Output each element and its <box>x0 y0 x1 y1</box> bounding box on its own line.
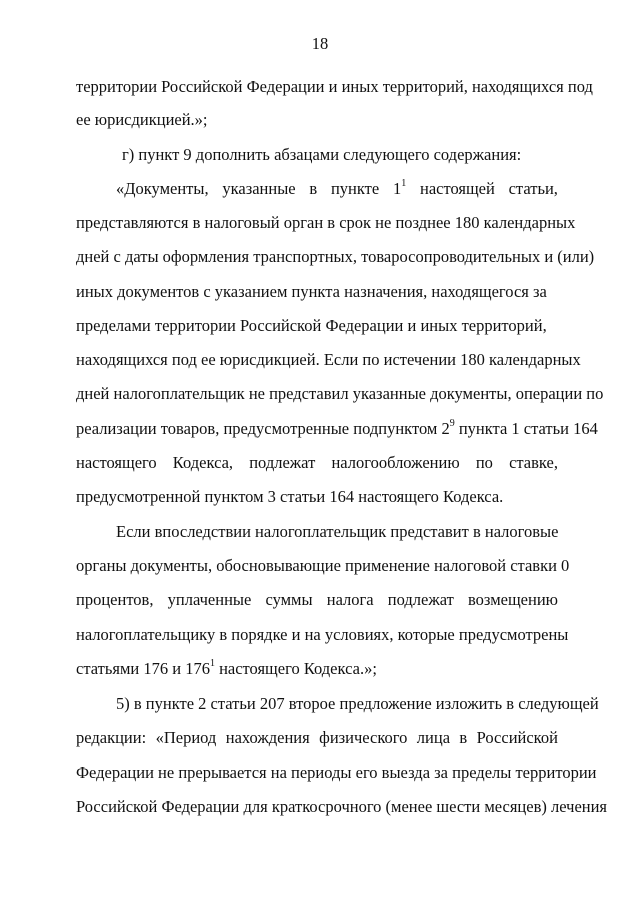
superscript: 1 <box>401 177 407 189</box>
text-segment: представляются в налоговый орган в срок не позднее 180 календарных <box>76 213 576 232</box>
superscript: 9 <box>449 417 455 429</box>
text-segment: находящихся под ее юрисдикцией. Если по истечении 180 календарных <box>76 350 581 369</box>
text-line <box>76 625 569 645</box>
text-segment: дней с даты оформления транспортных, товаросопроводительных и (или) <box>76 247 595 266</box>
text-word: $1^1$ <box>392 177 407 198</box>
text-segment: иных документов с указанием пункта назначения, находящегося за <box>76 282 547 301</box>
text-word: пункте <box>330 179 380 198</box>
text-word: указанные <box>222 179 296 198</box>
text-word: по <box>475 453 493 472</box>
text-segment: Если впоследствии налогоплательщик представит в налоговые <box>116 522 559 541</box>
text-line <box>122 145 558 165</box>
text-segment: реализации товаров, предусмотренные подпунктом <box>76 419 438 438</box>
text-line <box>76 77 593 97</box>
text-segment: налогоплательщику в порядке и на условиях, которые предусмотрены <box>76 625 569 644</box>
text-word: лица <box>416 728 451 747</box>
text-word: налога <box>326 590 374 609</box>
text-line <box>76 487 558 507</box>
text-word: $2^9$ <box>441 417 455 438</box>
text-word: налогообложению <box>331 453 460 472</box>
text-word: подлежат <box>249 453 316 472</box>
text-word: настоящей <box>419 179 495 198</box>
text-segment: статьями 176 и <box>76 659 182 678</box>
text-word: физического <box>319 728 408 747</box>
text-word: ставке, <box>509 453 558 472</box>
text-line <box>76 350 581 370</box>
superscript: 1 <box>209 657 215 669</box>
text-word: статьи, <box>508 179 558 198</box>
text-line <box>76 590 558 610</box>
text-segment: г) пункт 9 дополнить абзацами следующего содержания: <box>122 145 522 164</box>
text-segment: Федерации не прерывается на периоды его выезда за пределы территории <box>76 763 597 782</box>
text-word: настоящего <box>76 453 157 472</box>
text-word: в <box>309 179 318 198</box>
text-line <box>76 110 558 130</box>
text-word: «Период <box>155 728 217 747</box>
text-line <box>76 659 558 679</box>
text-word: Российской <box>476 728 558 747</box>
text-line <box>76 384 604 404</box>
text-segment: пункта 1 статьи 164 <box>458 419 598 438</box>
text-line <box>76 453 558 473</box>
text-segment: настоящего Кодекса.»; <box>219 659 377 678</box>
text-line <box>76 282 558 302</box>
text-word: в <box>459 728 468 747</box>
text-word: возмещению <box>468 590 558 609</box>
text-segment: ее юрисдикцией.»; <box>76 110 208 129</box>
text-line <box>76 417 598 439</box>
text-segment: органы документы, обосновывающие применение налоговой ставки 0 <box>76 556 570 575</box>
text-line <box>76 213 576 233</box>
page-number: 18 <box>311 34 329 53</box>
text-line <box>116 694 599 714</box>
text-word: $176^1$ <box>185 657 215 678</box>
text-line <box>76 316 558 336</box>
text-word: «Документы, <box>116 179 209 198</box>
text-line <box>76 247 595 267</box>
text-word: нахождения <box>225 728 310 747</box>
text-word: Кодекса, <box>172 453 234 472</box>
text-segment: предусмотренной пунктом 3 статьи 164 настоящего Кодекса. <box>76 487 504 506</box>
text-segment: территории Российской Федерации и иных территорий, находящихся под <box>76 77 593 96</box>
text-word: процентов, <box>76 590 154 609</box>
text-word: редакции: <box>76 728 147 747</box>
text-line <box>76 797 608 817</box>
text-segment: 5) в пункте 2 статьи 207 второе предложение изложить в следующей <box>116 694 599 713</box>
text-line <box>76 556 570 576</box>
text-word: суммы <box>265 590 313 609</box>
text-word: уплаченные <box>167 590 252 609</box>
text-line <box>76 763 597 783</box>
text-word: подлежат <box>387 590 454 609</box>
text-line <box>116 179 558 199</box>
text-segment: дней налогоплательщик не представил указанные документы, операции по <box>76 384 604 403</box>
text-segment: Российской Федерации для краткосрочного (менее шести месяцев) лечения <box>76 797 608 816</box>
text-segment: пределами территории Российской Федерации и иных территорий, <box>76 316 547 335</box>
text-line <box>116 522 558 542</box>
text-line <box>76 728 558 748</box>
